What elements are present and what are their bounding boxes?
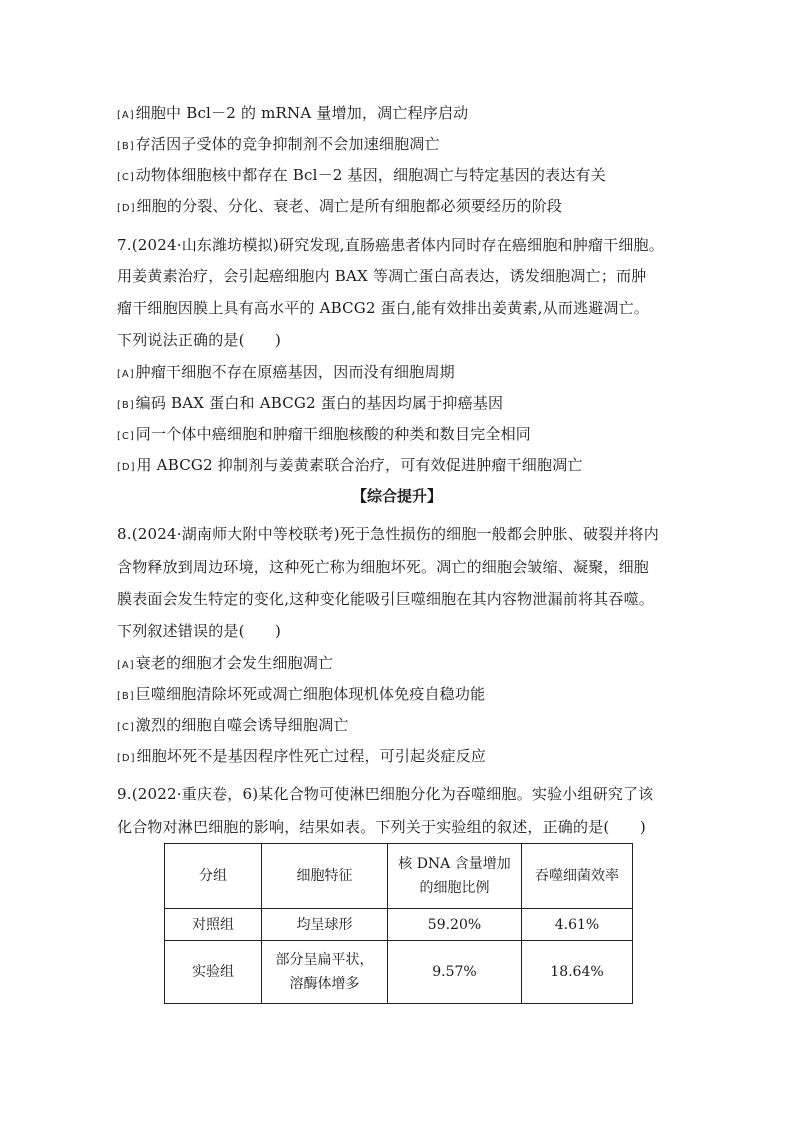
section-heading: 【综合提升】: [351, 487, 442, 505]
option-text: 激烈的细胞自噬会诱导细胞凋亡: [135, 716, 349, 734]
table-cell: 均呈球形: [262, 909, 388, 941]
q7-option-b: [117, 393, 503, 416]
table-cell: 实验组: [165, 941, 262, 1004]
table-cell-line: 溶酶体增多: [289, 976, 360, 992]
q6-option-a: [117, 103, 468, 126]
option-tag: [C]: [117, 172, 135, 183]
q6-option-d: [117, 196, 562, 219]
option-text: 衰老的细胞才会发生细胞凋亡: [135, 654, 334, 672]
q8-stem-line: 下列叙述错误的是( ): [117, 622, 282, 640]
q6-option-c: [117, 165, 606, 188]
q7-stem-line: 用姜黄素治疗，会引起癌细胞内 BAX 等凋亡蛋白高表达，诱发细胞凋亡；而肿: [117, 267, 647, 285]
table-row: [165, 909, 633, 941]
q8-option-d: [117, 746, 486, 769]
option-text: 同一个体中癌细胞和肿瘤干细胞核酸的种类和数目完全相同: [135, 425, 531, 443]
q7-stem-line: 7.(2024·山东潍坊模拟)研究发现,直肠癌患者体内同时存在癌细胞和肿瘤干细胞。: [117, 236, 664, 254]
header-cell-line: 的细胞比例: [419, 880, 490, 896]
option-text: 细胞的分裂、分化、衰老、凋亡是所有细胞都必须要经历的阶段: [136, 197, 563, 215]
option-text: 细胞中 Bcl－2 的 mRNA 量增加，凋亡程序启动: [135, 104, 469, 122]
option-tag: [B]: [117, 400, 135, 411]
option-tag: [D]: [117, 203, 136, 214]
table-header-row: [165, 844, 633, 909]
q8-stem-line: 含物释放到周边环境，这种死亡称为细胞坏死。凋亡的细胞会皱缩、凝聚，细胞: [117, 558, 650, 576]
q9-stem-line: 9.(2022·重庆卷，6)某化合物可使淋巴细胞分化为吞噬细胞。实验小组研究了该: [117, 785, 654, 803]
table-cell-line: 部分呈扁平状，: [275, 952, 374, 968]
option-tag: [D]: [117, 753, 136, 764]
q7-stem-line: 瘤干细胞因膜上具有高水平的 ABCG2 蛋白,能有效排出姜黄素,从而逃避凋亡。: [117, 299, 650, 317]
q8-option-c: [117, 715, 349, 738]
header-cell-line: 核 DNA 含量增加: [398, 856, 511, 872]
option-text: 存活因子受体的竞争抑制剂不会加速细胞凋亡: [135, 135, 440, 153]
table-cell: 4.61%: [522, 909, 633, 941]
q8-option-b: [117, 684, 485, 707]
table-cell: 59.20%: [388, 909, 522, 941]
option-text: 巨噬细胞清除坏死或凋亡细胞体现机体免疫自稳功能: [135, 685, 486, 703]
option-tag: [A]: [117, 660, 135, 671]
table-cell: 9.57%: [388, 941, 522, 1004]
results-table: [164, 843, 633, 1004]
q9-stem-line: 化合物对淋巴细胞的影响，结果如表。下列关于实验组的叙述，正确的是( ): [117, 818, 646, 836]
table-row: [165, 941, 633, 1004]
option-text: 动物体细胞核中都存在 Bcl－2 基因，细胞凋亡与特定基因的表达有关: [135, 166, 606, 184]
option-tag: [A]: [117, 110, 135, 121]
option-tag: [C]: [117, 722, 135, 733]
option-tag: [A]: [117, 369, 135, 380]
q8-stem-line: 膜表面会发生特定的变化,这种变化能吸引巨噬细胞在其内容物泄漏前将其吞噬。: [117, 590, 654, 608]
q8-stem-line: 8.(2024·湖南师大附中等校联考)死于急性损伤的细胞一般都会肿胀、破裂并将内: [117, 525, 659, 543]
q7-option-d: [117, 455, 583, 478]
header-cell: 分组: [165, 844, 262, 909]
q7-option-a: [117, 362, 455, 385]
option-tag: [D]: [117, 462, 136, 473]
option-text: 细胞坏死不是基因程序性死亡过程，可引起炎症反应: [136, 747, 487, 765]
option-tag: [B]: [117, 141, 135, 152]
q7-option-c: [117, 424, 531, 447]
option-tag: [B]: [117, 691, 135, 702]
table-cell: 对照组: [165, 909, 262, 941]
q6-option-b: [117, 134, 440, 157]
option-tag: [C]: [117, 431, 135, 442]
option-text: 用 ABCG2 抑制剂与姜黄素联合治疗，可有效促进肿瘤干细胞凋亡: [136, 456, 583, 474]
option-text: 肿瘤干细胞不存在原癌基因，因而没有细胞周期: [135, 363, 455, 381]
q8-option-a: [117, 653, 333, 676]
q7-stem-line: 下列说法正确的是( ): [117, 331, 282, 349]
header-cell: [388, 844, 522, 909]
option-text: 编码 BAX 蛋白和 ABCG2 蛋白的基因均属于抑癌基因: [135, 394, 504, 412]
table-cell: 18.64%: [522, 941, 633, 1004]
header-cell: 吞噬细菌效率: [522, 844, 633, 909]
header-cell: 细胞特征: [262, 844, 388, 909]
table-cell: [262, 941, 388, 1004]
